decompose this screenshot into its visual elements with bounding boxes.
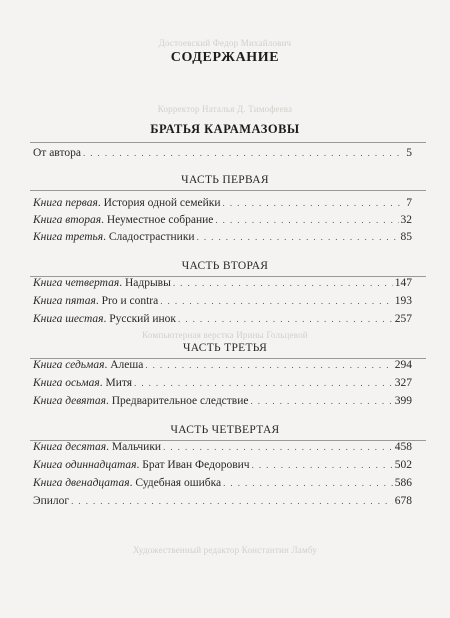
- dot-leader: [252, 458, 393, 472]
- book-title-divider: [30, 142, 426, 143]
- entry-page-number: 7: [406, 197, 412, 209]
- toc-entry: [33, 394, 412, 408]
- entry-label: Книга первая. История одной семейки: [33, 197, 221, 209]
- entry-label: Книга шестая. Русский инок: [33, 313, 177, 325]
- entry-title: Мальчики: [111, 441, 162, 453]
- dot-leader: [178, 312, 393, 326]
- dot-leader: [173, 276, 393, 290]
- entry-label: Книга вторая. Неуместное собрание: [33, 214, 214, 226]
- dot-leader: [223, 476, 393, 490]
- part-title: ЧАСТЬ ЧЕТВЕРТАЯ: [170, 424, 280, 436]
- entry-title: Алеша: [110, 359, 144, 371]
- show-through-text: Компьютерная верстка Ирины Гольцевой: [142, 330, 308, 340]
- entry-book-name: Книга двенадцатая: [33, 477, 130, 489]
- toc-entry-intro: [33, 146, 412, 160]
- dot-leader: [160, 294, 393, 308]
- entry-book-name: Книга осьмая: [33, 377, 100, 389]
- dot-leader: [251, 394, 393, 408]
- toc-entry: [33, 440, 412, 454]
- entry-title: Брат Иван Федорович: [142, 459, 250, 471]
- entry-page-number: 193: [394, 295, 412, 307]
- book-title: БРАТЬЯ КАРАМАЗОВЫ: [150, 122, 300, 136]
- entry-title: Сладострастники: [108, 231, 195, 243]
- entry-page-number: 294: [394, 359, 412, 371]
- entry-book-name: Книга четвертая: [33, 277, 120, 289]
- entry-label: Книга осьмая. Митя: [33, 377, 133, 389]
- show-through-text: Корректор Наталья Д. Тимофеева: [157, 104, 293, 114]
- show-through-text: Достоевский Федор Михайлович: [158, 38, 292, 48]
- toc-entry: [33, 358, 412, 372]
- entry-book-name: Книга первая: [33, 197, 98, 209]
- entry-book-name: Книга третья: [33, 231, 104, 243]
- entry-book-name: Книга седьмая: [33, 359, 105, 371]
- entry-title: Pro и contra: [101, 295, 159, 307]
- entry-label: Книга одиннадцатая. Брат Иван Федорович: [33, 459, 250, 471]
- toc-entry: [33, 276, 412, 290]
- entry-page-number: 327: [394, 377, 412, 389]
- dot-leader: [163, 440, 393, 454]
- dot-leader: [134, 376, 393, 390]
- entry-label: От автора: [33, 147, 81, 159]
- entry-page-number: 147: [394, 277, 412, 289]
- toc-entry-epilogue: [33, 494, 412, 508]
- entry-title: Русский инок: [109, 313, 177, 325]
- entry-book-name: Книга вторая: [33, 214, 102, 226]
- entry-title: Митя: [105, 377, 133, 389]
- entry-book-name: Книга девятая: [33, 395, 106, 407]
- entry-label: Книга девятая. Предварительное следствие: [33, 395, 249, 407]
- entry-book-name: Книга десятая: [33, 441, 107, 453]
- entry-label: Книга седьмая. Алеша: [33, 359, 144, 371]
- entry-page-number: 5: [406, 147, 412, 159]
- entry-book-name: Книга одиннадцатая: [33, 459, 137, 471]
- toc-entry: [33, 476, 412, 490]
- entry-page-number: 257: [394, 313, 412, 325]
- show-through-text: Художественный редактор Константин Ламбу: [132, 545, 317, 555]
- entry-page-number: 85: [400, 231, 412, 243]
- toc-entry: [33, 458, 412, 472]
- entry-book-name: Книга шестая: [33, 313, 104, 325]
- toc-entry: [33, 376, 412, 390]
- entry-label: Книга третья. Сладострастники: [33, 231, 195, 243]
- part-title: ЧАСТЬ ВТОРАЯ: [181, 260, 269, 272]
- entry-book-name: Книга пятая: [33, 295, 96, 307]
- entry-page-number: 399: [394, 395, 412, 407]
- toc-entry: [33, 294, 412, 308]
- toc-entry: [33, 213, 412, 227]
- entry-label: Книга двенадцатая. Судебная ошибка: [33, 477, 222, 489]
- entry-title: Надрывы: [124, 277, 171, 289]
- toc-entry: [33, 230, 412, 244]
- entry-title: Неуместное собрание: [106, 214, 214, 226]
- dot-leader: [215, 213, 398, 227]
- entry-label: Книга десятая. Мальчики: [33, 441, 162, 453]
- entry-title: История одной семейки: [103, 197, 221, 209]
- part-title: ЧАСТЬ ТРЕТЬЯ: [182, 342, 268, 354]
- entry-page-number: 32: [400, 214, 412, 226]
- entry-page-number: 502: [394, 459, 412, 471]
- toc-entry: [33, 196, 412, 210]
- entry-label: Эпилог: [33, 495, 70, 507]
- entry-page-number: 586: [394, 477, 412, 489]
- entry-page-number: 458: [394, 441, 412, 453]
- entry-label: Книга пятая. Pro и contra: [33, 295, 159, 307]
- dot-leader: [83, 146, 404, 160]
- dot-leader: [223, 196, 405, 210]
- part-title: ЧАСТЬ ПЕРВАЯ: [181, 174, 269, 186]
- entry-page-number: 678: [394, 495, 412, 507]
- toc-title: СОДЕРЖАНИЕ: [170, 50, 280, 65]
- entry-label: Книга четвертая. Надрывы: [33, 277, 171, 289]
- entry-title: Предварительное следствие: [111, 395, 249, 407]
- part-divider: [30, 190, 426, 191]
- dot-leader: [197, 230, 399, 244]
- dot-leader: [71, 494, 393, 508]
- dot-leader: [145, 358, 392, 372]
- entry-title: Судебная ошибка: [135, 477, 222, 489]
- toc-entry: [33, 312, 412, 326]
